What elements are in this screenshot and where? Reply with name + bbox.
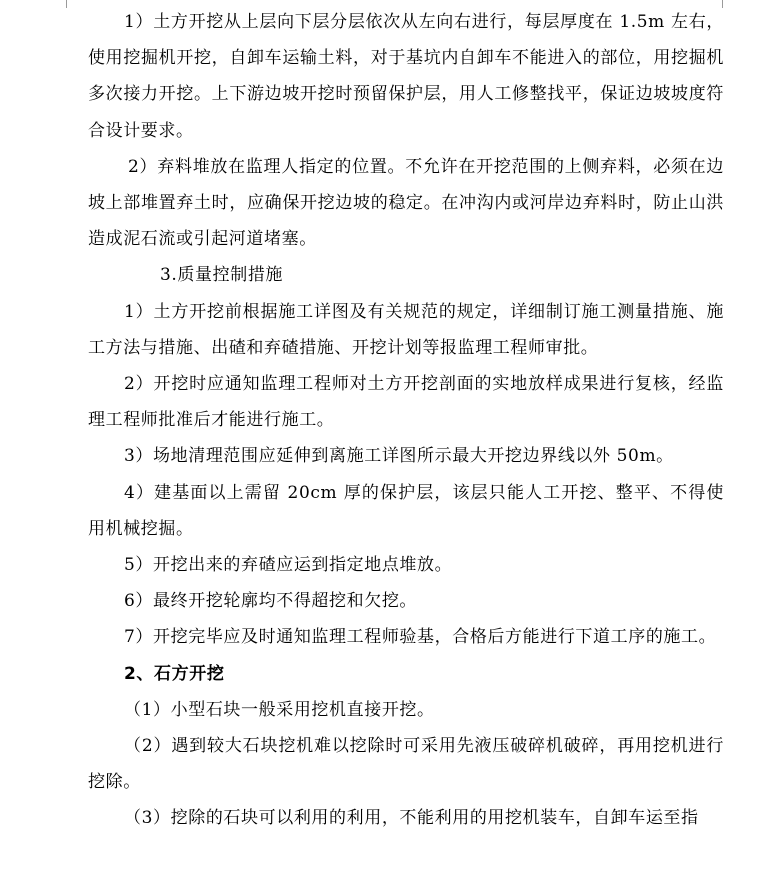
left-margin-marker bbox=[66, 0, 67, 8]
section-heading-quality-control: 3.质量控制措施 bbox=[160, 265, 284, 286]
paragraph-rock-1: （1）小型石块一般采用挖机直接开挖。 bbox=[124, 699, 435, 720]
paragraph-quality-7: 7）开挖完毕应及时通知监理工程师验基，合格后方能进行下道工序的施工。 bbox=[124, 627, 717, 648]
paragraph-quality-4: 4）建基面以上需留 20cm 厚的保护层，该层只能人工开挖、整平、不得使用机械挖掘。 bbox=[88, 482, 724, 539]
paragraph-rock-3: （3）挖除的石块可以利用的利用，不能利用的用挖机装车，自卸车运至指 bbox=[124, 808, 699, 829]
paragraph-quality-6: 6）最终开挖轮廓均不得超挖和欠挖。 bbox=[124, 591, 418, 612]
paragraph-earthwork-layering: 1）土方开挖从上层向下层分层依次从左向右进行，每层厚度在 1.5m 左右，使用挖掘机开挖，自卸车运输土料，对于基坑内自卸车不能进入的部位，用挖掘机多次接力开挖。上下游边坡开挖时预留保护层，用人工修整找平，保证边坡坡度符合设计要求。 bbox=[88, 12, 724, 141]
paragraph-quality-1: 1）土方开挖前根据施工详图及有关规范的规定，详细制订施工测量措施、施工方法与措施、出碴和弃碴措施、开挖计划等报监理工程师审批。 bbox=[88, 301, 724, 358]
section-heading-rock-excavation: 2、石方开挖 bbox=[124, 663, 225, 684]
paragraph-rock-2: （2）遇到较大石块挖机难以挖除时可采用先液压破碎机破碎，再用挖机进行挖除。 bbox=[88, 736, 724, 793]
paragraph-quality-3: 3）场地清理范围应延伸到离施工详图所示最大开挖边界线以外 50m。 bbox=[124, 446, 674, 467]
document-body bbox=[88, 4, 724, 837]
paragraph-quality-5: 5）开挖出来的弃碴应运到指定地点堆放。 bbox=[124, 555, 453, 576]
paragraph-spoil-disposal: 2）弃料堆放在监理人指定的位置。不允许在开挖范围的上侧弃料，必须在边坡上部堆置弃土时，应确保开挖边坡的稳定。在冲沟内或河岸边弃料时，防止山洪造成泥石流或引起河道堵塞。 bbox=[88, 156, 724, 250]
paragraph-quality-2: 2）开挖时应通知监理工程师对土方开挖剖面的实地放样成果进行复核，经监理工程师批准后才能进行施工。 bbox=[88, 374, 724, 431]
